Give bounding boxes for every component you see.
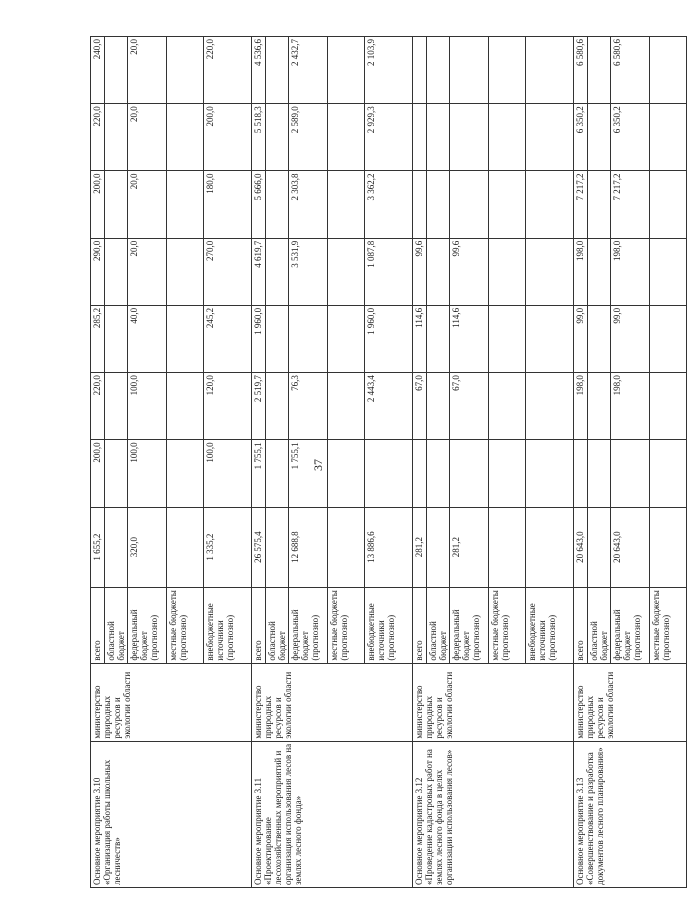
value-cell xyxy=(450,37,489,104)
value-cell: 1 960,0 xyxy=(252,305,266,372)
value-cell xyxy=(413,37,427,104)
funding-source-extrabudget: внебюджетные источники (прогнозно) xyxy=(526,587,574,663)
value-cell: 20,0 xyxy=(128,238,167,305)
value-cell: 198,0 xyxy=(611,238,650,305)
value-cell xyxy=(588,37,611,104)
value-cell xyxy=(450,104,489,171)
value-cell: 20,0 xyxy=(128,171,167,238)
value-cell: 2 929,3 xyxy=(365,104,413,171)
value-cell xyxy=(611,440,650,507)
value-cell: 320,0 xyxy=(128,507,167,587)
value-cell: 100,0 xyxy=(128,440,167,507)
activity-executor: министерство природных ресурсов и экологии области xyxy=(413,663,574,741)
value-cell: 281,2 xyxy=(450,507,489,587)
value-cell: 2 303,8 xyxy=(289,171,328,238)
value-cell xyxy=(526,373,574,440)
value-cell xyxy=(365,440,413,507)
value-cell: 67,0 xyxy=(450,373,489,440)
funding-source-local: местные бюджеты (прогнозно) xyxy=(167,587,204,663)
value-cell: 99,0 xyxy=(611,305,650,372)
value-cell xyxy=(427,171,450,238)
rotated-table-wrapper xyxy=(90,36,671,888)
activity-executor: министерство природных ресурсов и экологии области xyxy=(91,663,252,741)
value-cell: 2 589,0 xyxy=(289,104,328,171)
value-cell: 220,0 xyxy=(204,37,252,104)
value-cell: 12 688,8 xyxy=(289,507,328,587)
value-cell xyxy=(650,238,687,305)
value-cell: 4 619,7 xyxy=(252,238,266,305)
table-row xyxy=(413,37,427,888)
value-cell xyxy=(588,373,611,440)
value-cell: 198,0 xyxy=(574,373,588,440)
value-cell xyxy=(489,305,526,372)
value-cell: 180,0 xyxy=(204,171,252,238)
value-cell xyxy=(489,238,526,305)
table-row xyxy=(252,37,266,888)
value-cell: 5 518,3 xyxy=(252,104,266,171)
funding-source-total: всего xyxy=(413,587,427,663)
value-cell xyxy=(650,373,687,440)
value-cell xyxy=(526,305,574,372)
activity-title: Основное мероприятие 3.10 «Организация работы школьных лесничеств» xyxy=(91,741,252,887)
value-cell: 76,3 xyxy=(289,373,328,440)
funding-source-federal: федеральный бюджет (прогнозно) xyxy=(128,587,167,663)
value-cell: 100,0 xyxy=(128,373,167,440)
value-cell xyxy=(588,440,611,507)
value-cell xyxy=(427,238,450,305)
value-cell xyxy=(427,373,450,440)
value-cell: 2 103,9 xyxy=(365,37,413,104)
value-cell: 198,0 xyxy=(611,373,650,440)
funding-source-regional: областной бюджет xyxy=(105,587,128,663)
value-cell: 3 362,2 xyxy=(365,171,413,238)
value-cell xyxy=(650,305,687,372)
value-cell xyxy=(489,171,526,238)
value-cell xyxy=(105,171,128,238)
funding-source-regional: областной бюджет xyxy=(427,587,450,663)
value-cell xyxy=(266,305,289,372)
value-cell xyxy=(489,373,526,440)
value-cell xyxy=(413,104,427,171)
value-cell xyxy=(450,171,489,238)
value-cell xyxy=(105,440,128,507)
value-cell xyxy=(105,373,128,440)
value-cell: 220,0 xyxy=(91,104,105,171)
page-number: 37 xyxy=(311,459,325,471)
value-cell: 40,0 xyxy=(128,305,167,372)
funding-source-local: местные бюджеты (прогнозно) xyxy=(489,587,526,663)
value-cell xyxy=(650,507,687,587)
value-cell xyxy=(489,37,526,104)
value-cell: 20,0 xyxy=(128,104,167,171)
value-cell xyxy=(526,171,574,238)
value-cell xyxy=(650,440,687,507)
activity-title: Основное мероприятие 3.13 «Совершенствование и разработка документов лесного планирования» xyxy=(574,741,687,887)
value-cell: 1 087,8 xyxy=(365,238,413,305)
value-cell: 7 217,2 xyxy=(574,171,588,238)
value-cell: 120,0 xyxy=(204,373,252,440)
value-cell xyxy=(167,305,204,372)
value-cell xyxy=(427,104,450,171)
value-cell: 67,0 xyxy=(413,373,427,440)
funding-source-regional: областной бюджет xyxy=(588,587,611,663)
value-cell xyxy=(167,104,204,171)
value-cell xyxy=(526,37,574,104)
value-cell xyxy=(266,171,289,238)
value-cell xyxy=(526,238,574,305)
activity-executor: министерство природных ресурсов и экологии области xyxy=(252,663,413,741)
value-cell: 6 350,2 xyxy=(611,104,650,171)
value-cell xyxy=(266,238,289,305)
value-cell xyxy=(328,305,365,372)
value-cell xyxy=(427,440,450,507)
table-row xyxy=(574,37,588,888)
value-cell xyxy=(588,305,611,372)
value-cell xyxy=(105,507,128,587)
value-cell xyxy=(650,171,687,238)
value-cell: 114,6 xyxy=(413,305,427,372)
value-cell xyxy=(489,507,526,587)
funding-source-total: всего xyxy=(574,587,588,663)
value-cell xyxy=(266,507,289,587)
value-cell xyxy=(328,440,365,507)
value-cell xyxy=(650,104,687,171)
value-cell: 2 432,7 xyxy=(289,37,328,104)
value-cell xyxy=(588,104,611,171)
value-cell xyxy=(105,104,128,171)
value-cell: 6 580,6 xyxy=(574,37,588,104)
value-cell: 2 443,4 xyxy=(365,373,413,440)
value-cell: 114,6 xyxy=(450,305,489,372)
value-cell xyxy=(427,305,450,372)
funding-source-extrabudget: внебюджетные источники (прогнозно) xyxy=(365,587,413,663)
funding-source-federal: федеральный бюджет (прогнозно) xyxy=(611,587,650,663)
activity-title: Основное мероприятие 3.11 «Проектирование лесохозяйственных мероприятий и организация использования лесов на землях лесного фонда» xyxy=(252,741,413,887)
value-cell xyxy=(328,507,365,587)
value-cell: 1 335,2 xyxy=(204,507,252,587)
value-cell xyxy=(167,373,204,440)
activity-title: Основное мероприятие 3.12 «Проведение кадастровых работ на землях лесного фонда в целях организации использования лесов» xyxy=(413,741,574,887)
value-cell xyxy=(413,440,427,507)
funding-source-local: местные бюджеты (прогнозно) xyxy=(650,587,687,663)
value-cell: 20,0 xyxy=(128,37,167,104)
value-cell: 5 666,0 xyxy=(252,171,266,238)
value-cell xyxy=(489,440,526,507)
value-cell xyxy=(574,440,588,507)
value-cell xyxy=(526,507,574,587)
value-cell xyxy=(266,37,289,104)
value-cell xyxy=(167,171,204,238)
funding-source-federal: федеральный бюджет (прогнозно) xyxy=(289,587,328,663)
value-cell: 270,0 xyxy=(204,238,252,305)
value-cell xyxy=(289,305,328,372)
value-cell: 1 960,0 xyxy=(365,305,413,372)
value-cell: 26 575,4 xyxy=(252,507,266,587)
value-cell xyxy=(588,238,611,305)
funding-source-total: всего xyxy=(91,587,105,663)
value-cell xyxy=(526,104,574,171)
value-cell: 20 643,0 xyxy=(574,507,588,587)
value-cell: 13 886,6 xyxy=(365,507,413,587)
value-cell xyxy=(413,171,427,238)
value-cell xyxy=(167,238,204,305)
value-cell: 6 350,2 xyxy=(574,104,588,171)
value-cell xyxy=(105,37,128,104)
value-cell: 281,2 xyxy=(413,507,427,587)
value-cell xyxy=(328,373,365,440)
funding-source-local: местные бюджеты (прогнозно) xyxy=(328,587,365,663)
value-cell xyxy=(526,440,574,507)
value-cell: 200,0 xyxy=(91,440,105,507)
value-cell xyxy=(588,507,611,587)
value-cell xyxy=(427,507,450,587)
value-cell: 1 655,2 xyxy=(91,507,105,587)
value-cell: 200,0 xyxy=(91,171,105,238)
value-cell xyxy=(328,171,365,238)
table-row xyxy=(91,37,105,888)
value-cell: 290,0 xyxy=(91,238,105,305)
value-cell: 2 519,7 xyxy=(252,373,266,440)
table-body xyxy=(91,37,687,888)
value-cell xyxy=(266,440,289,507)
value-cell: 200,0 xyxy=(204,104,252,171)
value-cell: 99,6 xyxy=(450,238,489,305)
value-cell: 7 217,2 xyxy=(611,171,650,238)
value-cell xyxy=(328,37,365,104)
funding-source-extrabudget: внебюджетные источники (прогнозно) xyxy=(204,587,252,663)
value-cell xyxy=(266,104,289,171)
value-cell xyxy=(328,104,365,171)
value-cell xyxy=(650,37,687,104)
value-cell xyxy=(266,373,289,440)
funding-source-federal: федеральный бюджет (прогнозно) xyxy=(450,587,489,663)
value-cell xyxy=(588,171,611,238)
value-cell: 1 755,1 xyxy=(289,440,328,507)
value-cell xyxy=(450,440,489,507)
value-cell: 100,0 xyxy=(204,440,252,507)
value-cell: 220,0 xyxy=(91,373,105,440)
value-cell: 6 580,6 xyxy=(611,37,650,104)
activity-executor: министерство природных ресурсов и экологии области xyxy=(574,663,687,741)
value-cell: 1 755,1 xyxy=(252,440,266,507)
value-cell xyxy=(105,305,128,372)
value-cell: 4 536,6 xyxy=(252,37,266,104)
funding-source-total: всего xyxy=(252,587,266,663)
budget-table xyxy=(90,36,687,888)
value-cell: 198,0 xyxy=(574,238,588,305)
value-cell: 3 531,9 xyxy=(289,238,328,305)
value-cell: 245,2 xyxy=(204,305,252,372)
value-cell xyxy=(489,104,526,171)
value-cell: 240,0 xyxy=(91,37,105,104)
value-cell: 285,2 xyxy=(91,305,105,372)
value-cell xyxy=(167,507,204,587)
value-cell: 99,0 xyxy=(574,305,588,372)
value-cell xyxy=(167,440,204,507)
value-cell: 20 643,0 xyxy=(611,507,650,587)
value-cell xyxy=(167,37,204,104)
value-cell xyxy=(328,238,365,305)
value-cell xyxy=(105,238,128,305)
value-cell xyxy=(427,37,450,104)
funding-source-regional: областной бюджет xyxy=(266,587,289,663)
value-cell: 99,6 xyxy=(413,238,427,305)
